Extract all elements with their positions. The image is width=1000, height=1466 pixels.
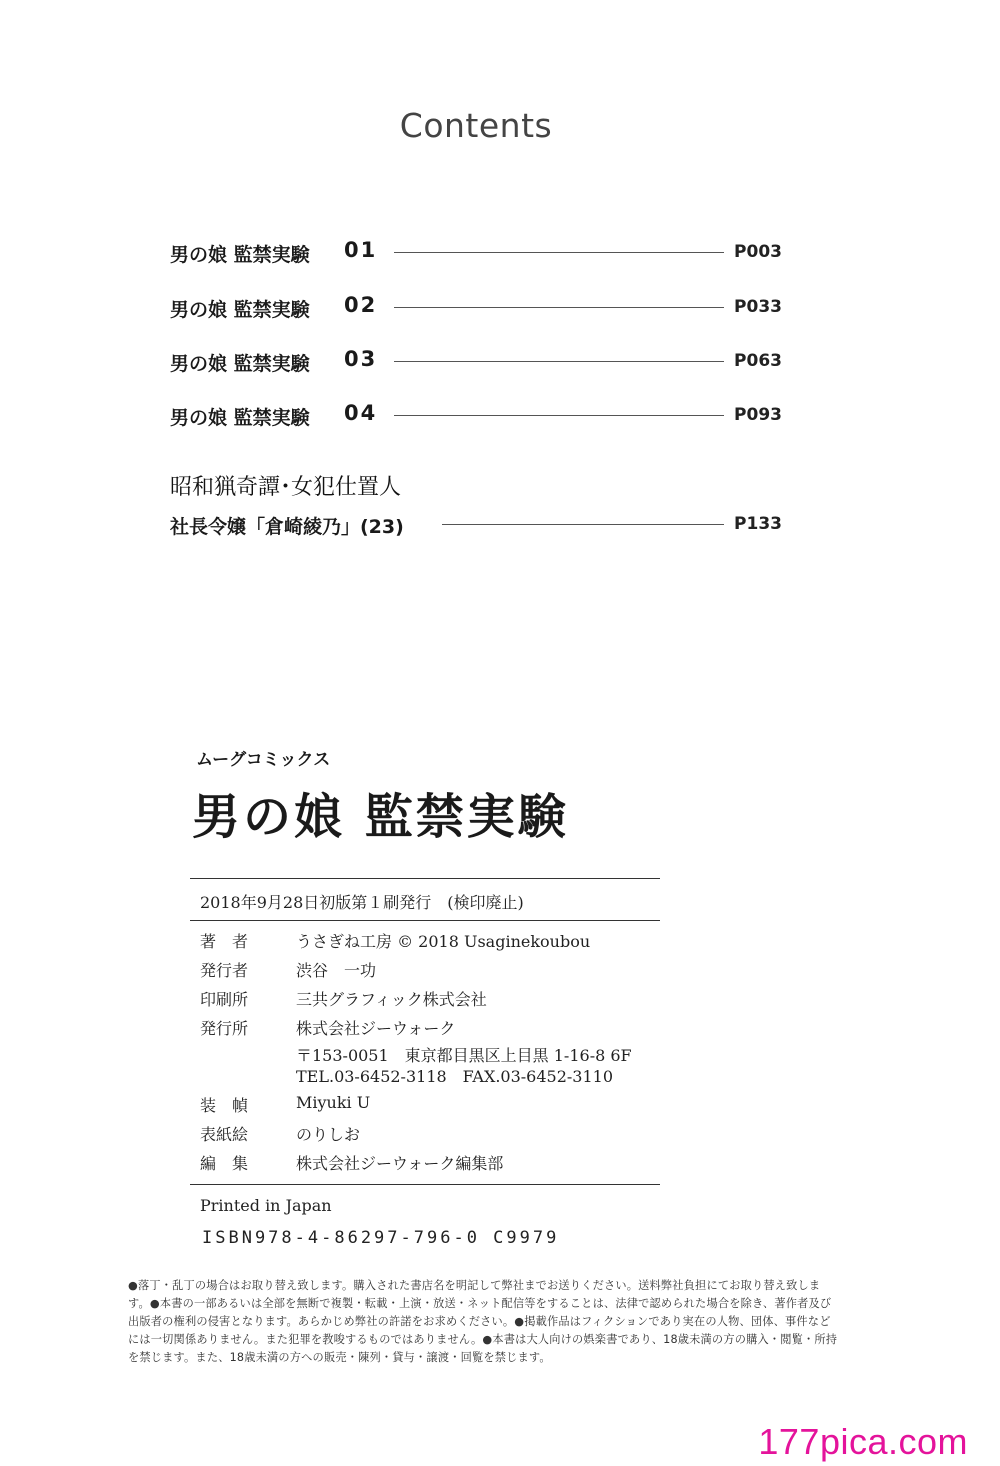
disclaimer-text: ●落丁・乱丁の場合はお取り替え致します。購入された書店名を明記して弊社までお送りください。送料弊社負担にてお取り替え致します。●本書の一部あるいは全部を無断で複製・転載・上演・放送・ネット配信等をすることは、法律で認められた場合を除き、著作者及び出版者の権利の侵害となります。あらかじめ弊社の許諾をお求めください。●掲載作品はフィクションであり実在の人物、団体、事件などには一切関係ありません。また犯罪を教唆するものではありません。●本書は大人向けの娯楽書であり、18歳未満の方の購入・閲覧・所持を禁じます。また、18歳未満の方への販売・陳列・貸与・譲渡・回覧を禁じます。 bbox=[128, 1279, 838, 1364]
toc-entry-number: 04 bbox=[344, 401, 378, 425]
publisher-value: 株式会社ジーウォーク bbox=[296, 1019, 456, 1038]
edition-line: 2018年9月28日初版第１刷発行 (検印廃止) bbox=[200, 893, 524, 912]
toc-entry-extra[interactable] bbox=[170, 512, 782, 542]
printer-value: 三共グラフィック株式会社 bbox=[296, 990, 487, 1009]
cover-label: 表紙絵 bbox=[200, 1125, 249, 1144]
publisher-phone: TEL.03-6452-3118 FAX.03-6452-3110 bbox=[296, 1067, 614, 1086]
toc-entry-04[interactable] bbox=[170, 403, 782, 433]
toc-entry-number: 02 bbox=[344, 293, 378, 317]
divider bbox=[190, 920, 660, 921]
toc-entry-title: 男の娘 監禁実験 bbox=[170, 299, 310, 321]
toc-extra-subtitle: 昭和猟奇譚･女犯仕置人 bbox=[170, 475, 402, 500]
toc-leader-line bbox=[394, 415, 724, 416]
toc-entry-title: 男の娘 監禁実験 bbox=[170, 407, 310, 429]
divider bbox=[190, 878, 660, 879]
series-name: ムーグコミックス bbox=[196, 750, 331, 770]
design-value: Miyuki U bbox=[296, 1093, 371, 1112]
toc-entry-title: 社長令嬢「倉崎綾乃」(23) bbox=[170, 516, 404, 538]
watermark: 177pica.com bbox=[758, 1421, 968, 1462]
toc-entry-page: P133 bbox=[734, 514, 782, 534]
toc-entry-page: P003 bbox=[734, 242, 782, 262]
author-value: うさぎね工房 © 2018 Usaginekoubou bbox=[296, 932, 591, 951]
design-label: 装 幀 bbox=[200, 1096, 249, 1115]
cover-value: のりしお bbox=[296, 1125, 361, 1144]
book-title: 男の娘 監禁実験 bbox=[192, 789, 569, 845]
publisher-person-label: 発行者 bbox=[200, 961, 249, 980]
publisher-label: 発行所 bbox=[200, 1019, 249, 1038]
printed-in: Printed in Japan bbox=[200, 1196, 332, 1215]
toc-entry-03[interactable] bbox=[170, 349, 782, 379]
printer-label: 印刷所 bbox=[200, 990, 249, 1009]
isbn: ISBN978-4-86297-796-0 C9979 bbox=[202, 1228, 560, 1248]
toc-entry-title: 男の娘 監禁実験 bbox=[170, 244, 310, 266]
toc-leader-line bbox=[394, 361, 724, 362]
toc-leader-line bbox=[394, 252, 724, 253]
toc-entry-number: 03 bbox=[344, 347, 378, 371]
divider bbox=[190, 1184, 660, 1185]
toc-entry-title: 男の娘 監禁実験 bbox=[170, 353, 310, 375]
publisher-person-value: 渋谷 一功 bbox=[296, 961, 377, 980]
toc-leader-line bbox=[442, 524, 724, 525]
editor-label: 編 集 bbox=[200, 1154, 249, 1173]
toc-entry-page: P093 bbox=[734, 405, 782, 425]
toc-leader-line bbox=[394, 307, 724, 308]
editor-value: 株式会社ジーウォーク編集部 bbox=[296, 1154, 504, 1173]
toc-entry-page: P033 bbox=[734, 297, 782, 317]
toc-entry-02[interactable] bbox=[170, 295, 782, 325]
author-label: 著 者 bbox=[200, 932, 249, 951]
toc-entry-page: P063 bbox=[734, 351, 782, 371]
toc-entry-01[interactable] bbox=[170, 240, 782, 270]
toc-entry-number: 01 bbox=[344, 238, 378, 262]
publisher-address: 〒153-0051 東京都目黒区上目黒 1-16-8 6F bbox=[296, 1046, 632, 1065]
contents-heading: Contents bbox=[399, 106, 553, 145]
